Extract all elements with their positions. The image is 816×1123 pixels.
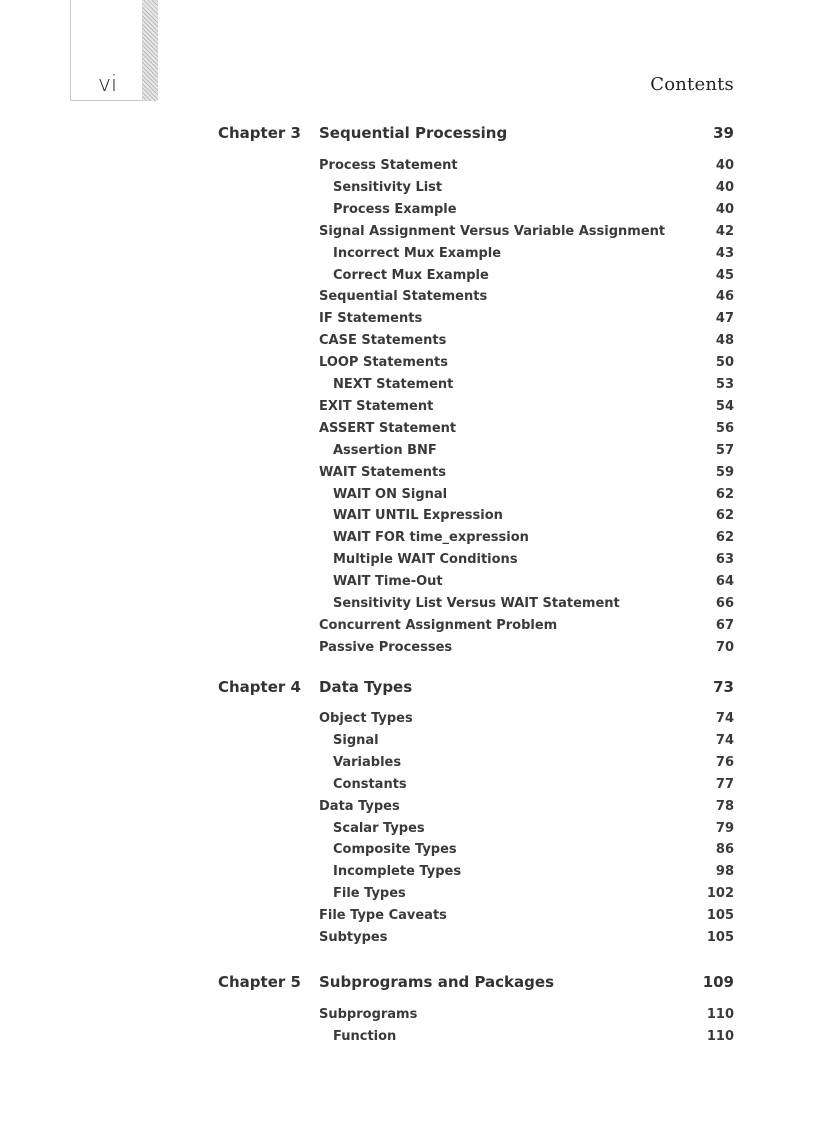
toc-entry bbox=[0, 289, 816, 309]
toc-entry-title: File Types bbox=[333, 886, 406, 902]
chapter-heading bbox=[0, 124, 816, 148]
toc-entry bbox=[0, 268, 816, 288]
toc-entry-page: 110 bbox=[706, 1028, 734, 1044]
toc-entry bbox=[0, 399, 816, 419]
toc-entry-page: 67 bbox=[715, 617, 734, 633]
chapter-page: 73 bbox=[713, 678, 734, 696]
toc-entry-title: Sensitivity List Versus WAIT Statement bbox=[333, 596, 620, 611]
toc-entry-title: Data Types bbox=[319, 798, 400, 814]
toc-entry-page: 46 bbox=[715, 289, 734, 305]
toc-entry-page: 48 bbox=[715, 333, 734, 349]
toc-entry bbox=[0, 487, 816, 507]
toc-entry-page: 79 bbox=[715, 820, 734, 836]
toc-entry-page: 78 bbox=[715, 798, 734, 814]
chapter-label: Chapter 4 bbox=[218, 678, 301, 696]
toc-entry bbox=[0, 733, 816, 753]
toc-entry-title: LOOP Statements bbox=[319, 355, 448, 371]
running-head: Contents bbox=[650, 74, 734, 95]
toc-entry bbox=[0, 1007, 816, 1027]
toc-entry-page: 74 bbox=[715, 711, 734, 726]
toc-entry-page: 63 bbox=[715, 552, 734, 568]
toc-entry-title: Object Types bbox=[319, 711, 413, 726]
toc-entry bbox=[0, 618, 816, 638]
toc-entry-title: Sensitivity List bbox=[333, 179, 443, 195]
toc-entry-title: WAIT ON Signal bbox=[333, 486, 448, 502]
toc-entry-page: 42 bbox=[715, 223, 734, 239]
toc-entry-page: 64 bbox=[715, 574, 734, 590]
toc-entry-page: 70 bbox=[715, 639, 734, 655]
toc-entry-title: Signal bbox=[333, 732, 379, 748]
toc-entry-page: 40 bbox=[715, 201, 734, 217]
toc-entry bbox=[0, 552, 816, 572]
toc-entry-page: 86 bbox=[715, 842, 734, 858]
toc-entry-page: 56 bbox=[715, 420, 734, 436]
toc-entry bbox=[0, 180, 816, 200]
toc-entry-page: 110 bbox=[706, 1007, 734, 1022]
toc-entry bbox=[0, 333, 816, 353]
chapter-label: Chapter 3 bbox=[218, 124, 301, 142]
toc-entry-page: 74 bbox=[715, 732, 734, 748]
toc-entry-title: ASSERT Statement bbox=[319, 420, 457, 436]
toc-entry bbox=[0, 711, 816, 731]
toc-entry-page: 102 bbox=[706, 886, 734, 902]
toc-entry-page: 57 bbox=[715, 442, 734, 458]
toc-entry-page: 76 bbox=[715, 754, 734, 770]
toc-entry-title: WAIT UNTIL Expression bbox=[333, 508, 503, 524]
toc-entry-page: 62 bbox=[715, 486, 734, 502]
toc-entry-page: 105 bbox=[706, 930, 734, 945]
toc-entry-title: Process Example bbox=[333, 201, 457, 217]
toc-entry bbox=[0, 202, 816, 222]
toc-entry-page: 54 bbox=[715, 398, 734, 414]
toc-entry bbox=[0, 821, 816, 841]
toc-entry-title: EXIT Statement bbox=[319, 398, 434, 414]
toc-entry bbox=[0, 886, 816, 906]
toc-entry-page: 40 bbox=[715, 158, 734, 173]
toc-entry-page: 59 bbox=[715, 464, 734, 480]
toc-entry-title: Process Statement bbox=[319, 158, 458, 173]
toc-entry bbox=[0, 465, 816, 485]
toc-entry-page: 66 bbox=[715, 596, 734, 611]
toc-entry bbox=[0, 777, 816, 797]
toc-entry-title: Signal Assignment Versus Variable Assignment bbox=[319, 223, 666, 239]
toc-entry bbox=[0, 443, 816, 463]
toc-entry-page: 47 bbox=[715, 311, 734, 327]
toc-entry-title: Function bbox=[333, 1028, 397, 1044]
toc-entry-title: Subprograms bbox=[319, 1007, 418, 1022]
toc-entry-page: 53 bbox=[715, 377, 734, 392]
chapter-title: Sequential Processing bbox=[319, 124, 508, 142]
toc-entry bbox=[0, 799, 816, 819]
toc-entry-title: Correct Mux Example bbox=[333, 267, 489, 283]
toc-entry-page: 105 bbox=[706, 908, 734, 924]
toc-entry-title: Composite Types bbox=[333, 842, 457, 858]
toc-entry bbox=[0, 377, 816, 397]
page-tab bbox=[70, 0, 158, 101]
toc-entry-title: Multiple WAIT Conditions bbox=[333, 552, 518, 568]
toc-entry-page: 98 bbox=[715, 864, 734, 880]
toc-entry-title: Subtypes bbox=[319, 930, 388, 945]
toc-entry bbox=[0, 596, 816, 616]
toc-entry bbox=[0, 508, 816, 528]
toc-entry-title: Assertion BNF bbox=[333, 442, 437, 458]
toc-entry bbox=[0, 930, 816, 950]
toc-entry bbox=[0, 755, 816, 775]
toc-entry-title: Passive Processes bbox=[319, 639, 453, 655]
toc-entry-title: Incomplete Types bbox=[333, 864, 462, 880]
toc-entry-title: CASE Statements bbox=[319, 333, 447, 349]
toc-entry-page: 45 bbox=[715, 267, 734, 283]
page-number: vi bbox=[98, 72, 118, 97]
toc-entry-title: WAIT Time-Out bbox=[333, 574, 443, 590]
chapter-title: Subprograms and Packages bbox=[319, 973, 554, 991]
toc-entry-title: Incorrect Mux Example bbox=[333, 245, 502, 261]
toc-entry bbox=[0, 864, 816, 884]
toc-entry-page: 40 bbox=[715, 179, 734, 195]
toc-entry bbox=[0, 530, 816, 550]
toc-entry bbox=[0, 355, 816, 375]
toc-entry-title: WAIT FOR time_expression bbox=[333, 530, 529, 546]
toc-entry bbox=[0, 640, 816, 660]
toc-entry-title: Concurrent Assignment Problem bbox=[319, 617, 558, 633]
toc-entry bbox=[0, 224, 816, 244]
toc-entry-title: WAIT Statements bbox=[319, 464, 446, 480]
toc-entry bbox=[0, 574, 816, 594]
toc-entry bbox=[0, 1029, 816, 1049]
toc-entry bbox=[0, 842, 816, 862]
chapter-title: Data Types bbox=[319, 678, 413, 696]
chapter-heading bbox=[0, 973, 816, 997]
toc-entry-page: 50 bbox=[715, 355, 734, 371]
chapter-label: Chapter 5 bbox=[218, 973, 301, 991]
toc-entry bbox=[0, 158, 816, 178]
toc-entry-page: 62 bbox=[715, 508, 734, 524]
toc-entry-page: 77 bbox=[715, 776, 734, 792]
toc-entry bbox=[0, 246, 816, 266]
toc-entry bbox=[0, 908, 816, 928]
toc-entry-title: File Type Caveats bbox=[319, 908, 447, 924]
chapter-page: 39 bbox=[713, 124, 734, 142]
chapter-heading bbox=[0, 678, 816, 702]
toc-entry-page: 43 bbox=[715, 245, 734, 261]
toc-entry-page: 62 bbox=[715, 530, 734, 546]
toc-entry-title: Sequential Statements bbox=[319, 289, 488, 305]
page-tab-strip bbox=[142, 0, 158, 101]
chapter-page: 109 bbox=[702, 973, 734, 991]
toc-entry-title: Scalar Types bbox=[333, 820, 425, 836]
toc-entry bbox=[0, 421, 816, 441]
toc-entry-title: IF Statements bbox=[319, 311, 423, 327]
toc-entry bbox=[0, 311, 816, 331]
toc-entry-title: Variables bbox=[333, 754, 402, 770]
toc-entry-title: Constants bbox=[333, 776, 407, 792]
toc-entry-title: NEXT Statement bbox=[333, 377, 454, 392]
